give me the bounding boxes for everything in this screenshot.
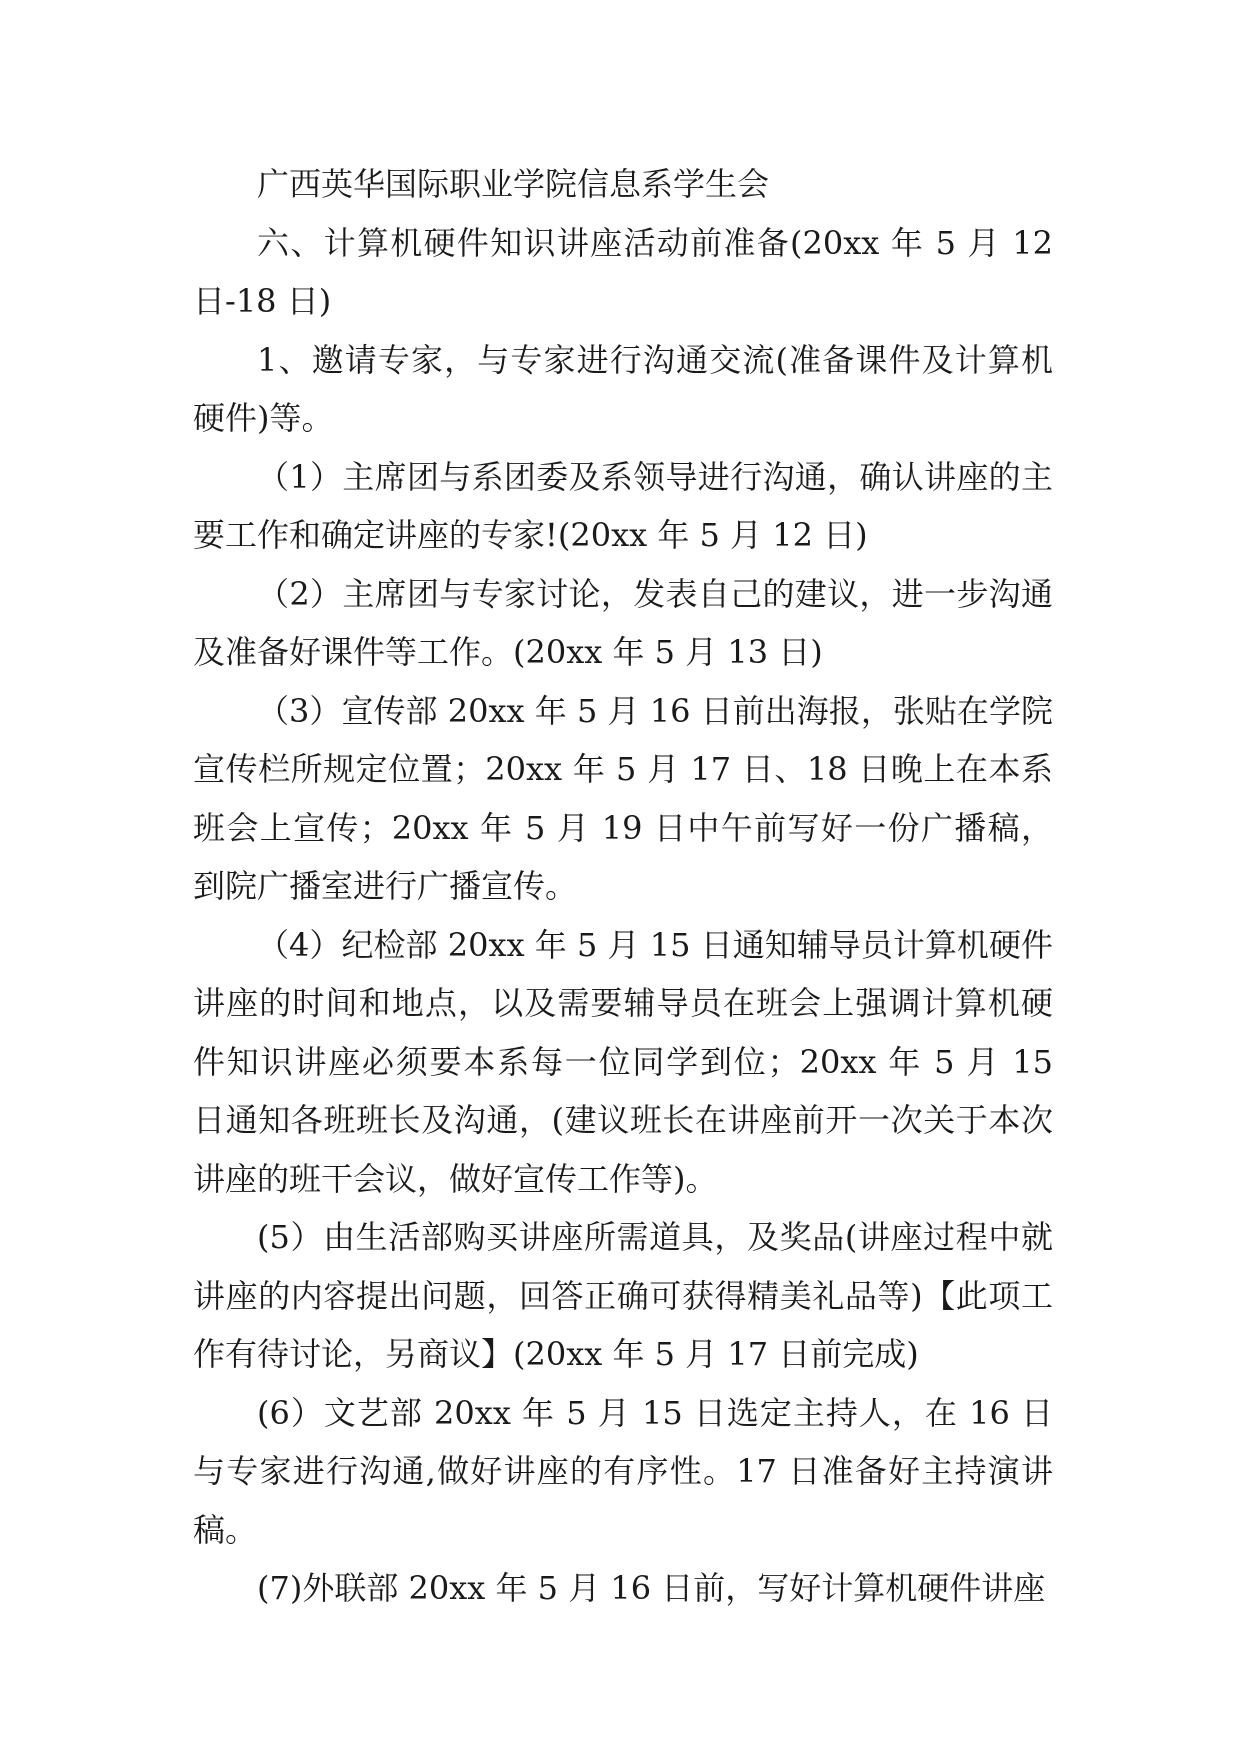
paragraph-item-1: （1）主席团与系团委及系领导进行沟通，确认讲座的主要工作和确定讲座的专家!(20xx 年 5 月 12 日) <box>193 457 1053 554</box>
document-body <box>193 155 1053 1618</box>
paragraph-item-4: （4）纪检部 20xx 年 5 月 15 日通知辅导员计算机硬件讲座的时间和地点，以及需要辅导员在班会上强调计算机硬件知识讲座必须要本系每一位同学到位；20xx 年 5 月 15 日通知各班班长及沟通，(建议班长在讲座前开一次关于本次讲座的班干会议，做好宣传工作等)。 <box>193 925 1053 1198</box>
paragraph-item-6: (6）文艺部 20xx 年 5 月 15 日选定主持人，在 16 日与专家进行沟通,做好讲座的有序性。17 日准备好主持演讲稿。 <box>193 1393 1053 1549</box>
paragraph-item-7: (7)外联部 20xx 年 5 月 16 日前，写好计算机硬件讲座 <box>257 1569 1046 1607</box>
paragraph-invite-experts: 1、邀请专家，与专家进行沟通交流(准备课件及计算机硬件)等。 <box>193 340 1053 437</box>
paragraph-item-2: （2）主席团与专家讨论，发表自己的建议，进一步沟通及准备好课件等工作。(20xx 年 5 月 13 日) <box>193 574 1053 671</box>
section-heading: 六、计算机硬件知识讲座活动前准备(20xx 年 5 月 12 日-18 日) <box>193 223 1053 320</box>
paragraph-item-5: (5）由生活部购买讲座所需道具，及奖品(讲座过程中就讲座的内容提出问题，回答正确可获得精美礼品等)【此项工作有待讨论，另商议】(20xx 年 5 月 17 日前完成) <box>193 1218 1053 1373</box>
paragraph-item-3: （3）宣传部 20xx 年 5 月 16 日前出海报，张贴在学院宣传栏所规定位置；20xx 年 5 月 17 日、18 日晚上在本系班会上宣传；20xx 年 5 月 19 日中午前写好一份广播稿，到院广播室进行广播宣传。 <box>193 691 1053 905</box>
org-name-line: 广西英华国际职业学院信息系学生会 <box>257 165 770 203</box>
